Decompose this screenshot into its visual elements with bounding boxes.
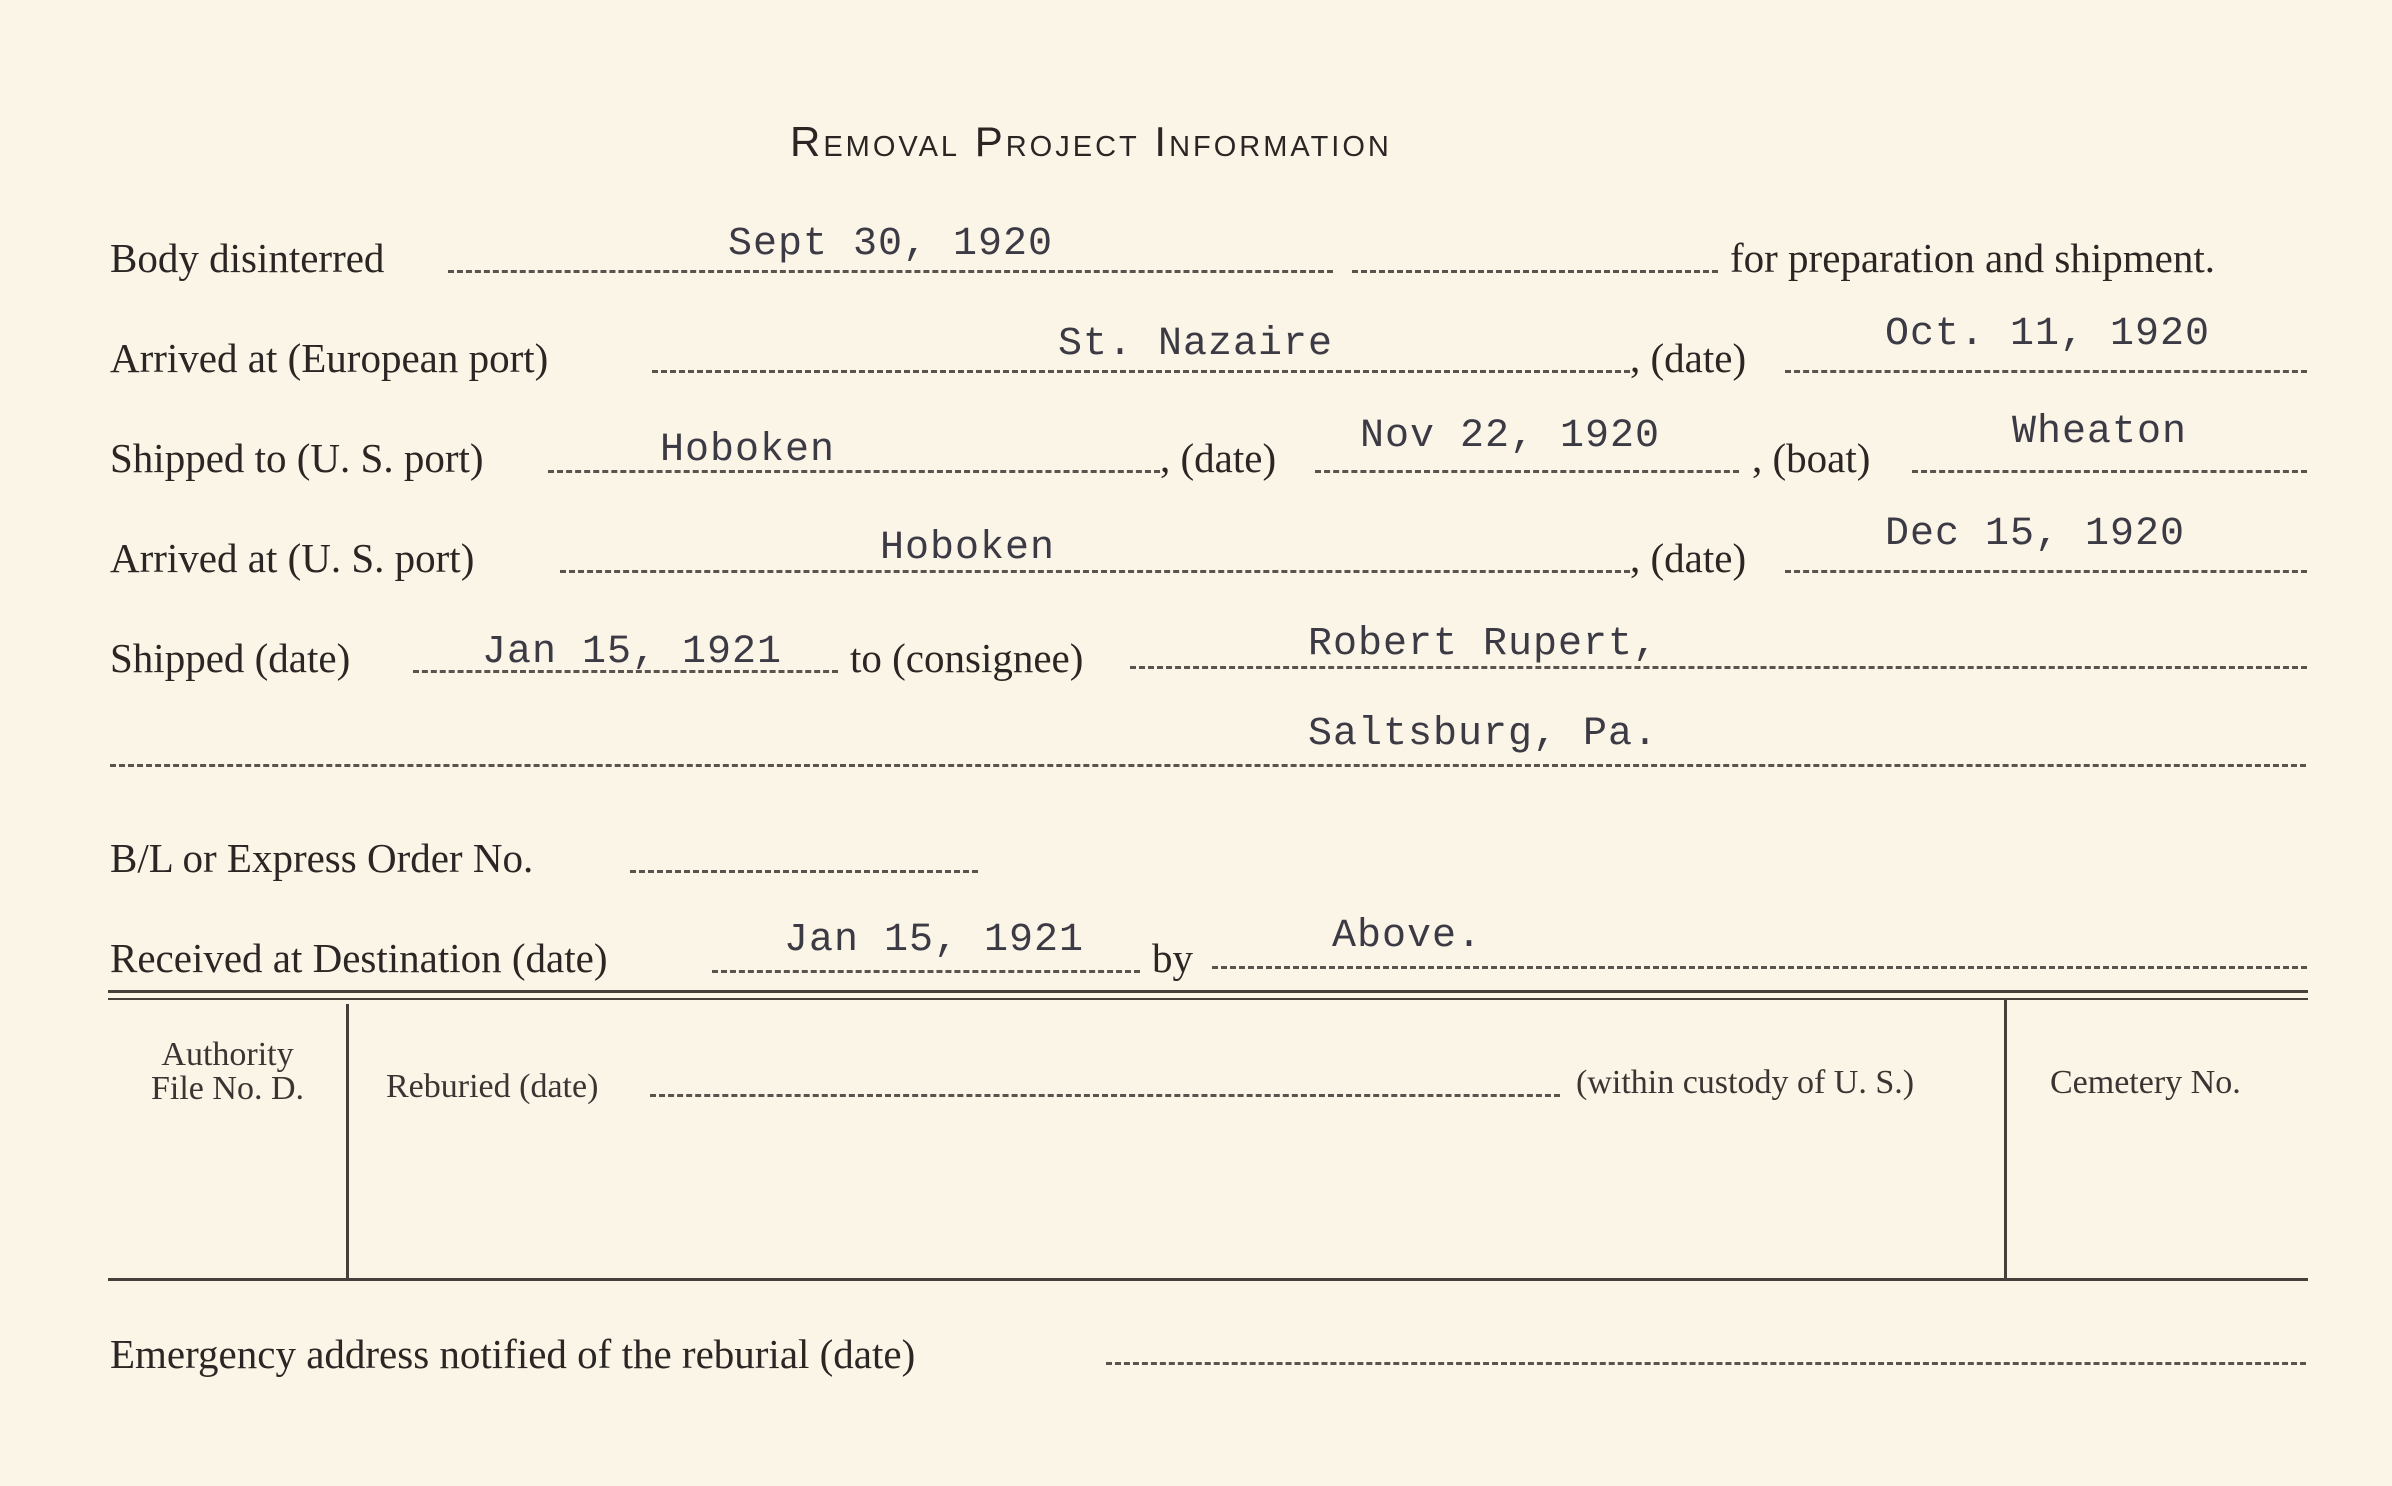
reburied-line [650,1094,1560,1097]
table-divider-right [2004,1000,2007,1280]
card-title: Removal Project Information [790,118,1392,165]
arrived-european-port-line [652,370,1630,373]
shipped-date-value: Jan 15, 1921 [482,630,783,675]
body-disinterred-label: Body disinterred [110,235,385,281]
received-by: Above. [1332,914,1483,959]
bl-order-line [630,870,978,873]
consignee-line1: Robert Rupert, [1308,622,1659,667]
arrived-us-date: Dec 15, 1920 [1885,512,2186,557]
arrived-us-date-label: , (date) [1630,535,1747,581]
shipped-us-boat-label: , (boat) [1752,435,1871,481]
arrived-european-date-label: , (date) [1630,335,1747,381]
arrived-us-port: Hoboken [880,526,1056,571]
received-date-line [712,970,1140,973]
emergency-label: Emergency address notified of the reburial (date) [110,1331,916,1377]
table-divider-left [346,1004,349,1280]
consignee-continuation-line [110,764,2306,767]
body-disinterred-value: Sept 30, 1920 [728,222,1054,267]
shipped-us-date: Nov 22, 1920 [1360,414,1661,459]
shipped-us-port-line [548,470,1160,473]
body-disinterred-line [448,270,1333,273]
emergency-line [1106,1362,2306,1365]
received-by-label: by [1152,935,1193,981]
received-date: Jan 15, 1921 [784,918,1085,963]
table-top-rule-2 [108,998,2308,1000]
arrived-us-date-line [1785,570,2307,573]
consignee-line [1130,666,2307,669]
arrived-european-label: Arrived at (European port) [110,335,549,381]
table-bottom-rule [108,1278,2308,1281]
custody-label: (within custody of U. S.) [1576,1064,1915,1101]
body-disinterred-suffix: for preparation and shipment. [1730,235,2216,281]
arrived-european-port: St. Nazaire [1058,322,1334,367]
shipped-us-label: Shipped to (U. S. port) [110,435,484,481]
received-by-line [1212,966,2307,969]
authority-line1: Authority [161,1036,294,1073]
received-label: Received at Destination (date) [110,935,608,981]
arrived-us-port-line [560,570,1630,573]
shipped-us-date-line [1315,470,1739,473]
body-disinterred-line-2 [1352,270,1718,273]
arrived-european-date: Oct. 11, 1920 [1885,312,2211,357]
consignee-line2: Saltsburg, Pa. [1308,712,1659,757]
cemetery-label: Cemetery No. [2050,1064,2241,1101]
shipped-us-boat: Wheaton [2012,410,2188,455]
reburied-label: Reburied (date) [386,1068,599,1105]
arrived-us-label: Arrived at (U. S. port) [110,535,475,581]
shipped-us-boat-line [1912,470,2307,473]
shipped-us-date-label: , (date) [1160,435,1277,481]
authority-line2: File No. D. [151,1070,304,1107]
bl-order-label: B/L or Express Order No. [110,835,534,881]
shipped-date-label: Shipped (date) [110,635,351,681]
table-top-rule [108,990,2308,993]
arrived-european-date-line [1785,370,2307,373]
consignee-label: to (consignee) [850,635,1084,681]
shipped-us-port: Hoboken [660,428,836,473]
